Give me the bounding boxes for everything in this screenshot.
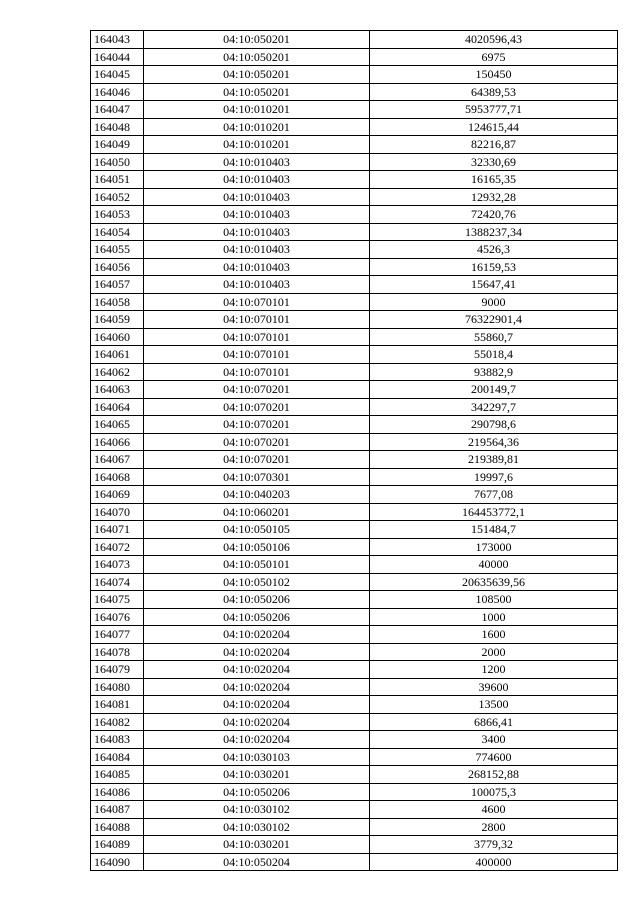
table-row	[91, 118, 618, 136]
cadastral-code-cell: 04:10:020204	[144, 678, 370, 696]
row-id-cell: 164044	[91, 48, 144, 66]
cadastral-code-cell: 04:10:030103	[144, 748, 370, 766]
amount-cell: 19997,6	[370, 468, 618, 486]
row-id-cell: 164074	[91, 573, 144, 591]
row-id-cell: 164081	[91, 696, 144, 714]
amount-cell: 93882,9	[370, 363, 618, 381]
row-id-cell: 164047	[91, 101, 144, 119]
table-row	[91, 836, 618, 854]
table-row	[91, 626, 618, 644]
cadastral-code-cell: 04:10:010403	[144, 188, 370, 206]
table-row	[91, 503, 618, 521]
cadastral-code-cell: 04:10:050201	[144, 83, 370, 101]
amount-cell: 200149,7	[370, 381, 618, 399]
cadastral-code-cell: 04:10:070101	[144, 311, 370, 329]
cadastral-code-cell: 04:10:010403	[144, 153, 370, 171]
cadastral-code-cell: 04:10:050201	[144, 48, 370, 66]
cadastral-code-cell: 04:10:010201	[144, 136, 370, 154]
row-id-cell: 164064	[91, 398, 144, 416]
amount-cell: 12932,28	[370, 188, 618, 206]
cadastral-code-cell: 04:10:070201	[144, 416, 370, 434]
row-id-cell: 164083	[91, 731, 144, 749]
table-row	[91, 363, 618, 381]
amount-cell: 82216,87	[370, 136, 618, 154]
row-id-cell: 164045	[91, 66, 144, 84]
amount-cell: 108500	[370, 591, 618, 609]
table-row	[91, 66, 618, 84]
cadastral-code-cell: 04:10:050206	[144, 783, 370, 801]
table-row	[91, 696, 618, 714]
table-row	[91, 678, 618, 696]
cadastral-code-cell: 04:10:030201	[144, 836, 370, 854]
cadastral-code-cell: 04:10:070101	[144, 328, 370, 346]
table-row	[91, 398, 618, 416]
row-id-cell: 164054	[91, 223, 144, 241]
row-id-cell: 164065	[91, 416, 144, 434]
row-id-cell: 164063	[91, 381, 144, 399]
amount-cell: 15647,41	[370, 276, 618, 294]
table-row	[91, 223, 618, 241]
amount-cell: 1388237,34	[370, 223, 618, 241]
amount-cell: 1000	[370, 608, 618, 626]
amount-cell: 151484,7	[370, 521, 618, 539]
cadastral-code-cell: 04:10:070101	[144, 363, 370, 381]
cadastral-code-cell: 04:10:010403	[144, 258, 370, 276]
table-row	[91, 573, 618, 591]
amount-cell: 32330,69	[370, 153, 618, 171]
table-row	[91, 101, 618, 119]
amount-cell: 2000	[370, 643, 618, 661]
amount-cell: 3779,32	[370, 836, 618, 854]
cadastral-code-cell: 04:10:050102	[144, 573, 370, 591]
cadastral-code-cell: 04:10:010403	[144, 241, 370, 259]
table-row	[91, 713, 618, 731]
cadastral-code-cell: 04:10:050206	[144, 608, 370, 626]
table-row	[91, 731, 618, 749]
table-row	[91, 153, 618, 171]
amount-cell: 3400	[370, 731, 618, 749]
row-id-cell: 164080	[91, 678, 144, 696]
table-row	[91, 451, 618, 469]
cadastral-code-cell: 04:10:010403	[144, 276, 370, 294]
amount-cell: 774600	[370, 748, 618, 766]
amount-cell: 1200	[370, 661, 618, 679]
row-id-cell: 164048	[91, 118, 144, 136]
cadastral-code-cell: 04:10:010403	[144, 223, 370, 241]
amount-cell: 150450	[370, 66, 618, 84]
row-id-cell: 164089	[91, 836, 144, 854]
cadastral-code-cell: 04:10:070301	[144, 468, 370, 486]
table-row	[91, 748, 618, 766]
cadastral-code-cell: 04:10:010201	[144, 118, 370, 136]
cadastral-code-cell: 04:10:010403	[144, 206, 370, 224]
table-row	[91, 818, 618, 836]
table-row	[91, 293, 618, 311]
amount-cell: 16159,53	[370, 258, 618, 276]
table-row	[91, 276, 618, 294]
table-row	[91, 643, 618, 661]
table-row	[91, 48, 618, 66]
table-row	[91, 591, 618, 609]
row-id-cell: 164049	[91, 136, 144, 154]
row-id-cell: 164086	[91, 783, 144, 801]
data-table	[90, 30, 618, 871]
cadastral-code-cell: 04:10:050204	[144, 853, 370, 871]
amount-cell: 124615,44	[370, 118, 618, 136]
table-row	[91, 328, 618, 346]
row-id-cell: 164076	[91, 608, 144, 626]
amount-cell: 7677,08	[370, 486, 618, 504]
row-id-cell: 164060	[91, 328, 144, 346]
amount-cell: 400000	[370, 853, 618, 871]
amount-cell: 173000	[370, 538, 618, 556]
cadastral-code-cell: 04:10:060201	[144, 503, 370, 521]
amount-cell: 100075,3	[370, 783, 618, 801]
row-id-cell: 164087	[91, 801, 144, 819]
row-id-cell: 164073	[91, 556, 144, 574]
amount-cell: 20635639,56	[370, 573, 618, 591]
cadastral-code-cell: 04:10:030201	[144, 766, 370, 784]
cadastral-code-cell: 04:10:030102	[144, 801, 370, 819]
row-id-cell: 164052	[91, 188, 144, 206]
row-id-cell: 164050	[91, 153, 144, 171]
amount-cell: 64389,53	[370, 83, 618, 101]
cadastral-code-cell: 04:10:050105	[144, 521, 370, 539]
cadastral-code-cell: 04:10:050101	[144, 556, 370, 574]
table-row	[91, 83, 618, 101]
table-row	[91, 136, 618, 154]
cadastral-code-cell: 04:10:050201	[144, 66, 370, 84]
amount-cell: 4600	[370, 801, 618, 819]
table-row	[91, 486, 618, 504]
row-id-cell: 164071	[91, 521, 144, 539]
table-row	[91, 206, 618, 224]
row-id-cell: 164084	[91, 748, 144, 766]
row-id-cell: 164061	[91, 346, 144, 364]
row-id-cell: 164077	[91, 626, 144, 644]
table-row	[91, 661, 618, 679]
row-id-cell: 164088	[91, 818, 144, 836]
amount-cell: 164453772,1	[370, 503, 618, 521]
amount-cell: 2800	[370, 818, 618, 836]
table-row	[91, 31, 618, 49]
amount-cell: 5953777,71	[370, 101, 618, 119]
table-row	[91, 556, 618, 574]
row-id-cell: 164056	[91, 258, 144, 276]
table-row	[91, 853, 618, 871]
table-body	[91, 31, 618, 871]
table-row	[91, 311, 618, 329]
table-row	[91, 801, 618, 819]
row-id-cell: 164057	[91, 276, 144, 294]
row-id-cell: 164082	[91, 713, 144, 731]
amount-cell: 40000	[370, 556, 618, 574]
amount-cell: 55018,4	[370, 346, 618, 364]
cadastral-code-cell: 04:10:070101	[144, 293, 370, 311]
table-row	[91, 521, 618, 539]
cadastral-code-cell: 04:10:050106	[144, 538, 370, 556]
table-row	[91, 241, 618, 259]
table-row	[91, 188, 618, 206]
row-id-cell: 164058	[91, 293, 144, 311]
row-id-cell: 164051	[91, 171, 144, 189]
amount-cell: 268152,88	[370, 766, 618, 784]
cadastral-code-cell: 04:10:010201	[144, 101, 370, 119]
table-row	[91, 433, 618, 451]
row-id-cell: 164072	[91, 538, 144, 556]
amount-cell: 1600	[370, 626, 618, 644]
amount-cell: 290798,6	[370, 416, 618, 434]
row-id-cell: 164046	[91, 83, 144, 101]
row-id-cell: 164085	[91, 766, 144, 784]
row-id-cell: 164067	[91, 451, 144, 469]
amount-cell: 6975	[370, 48, 618, 66]
table-row	[91, 468, 618, 486]
amount-cell: 219389,81	[370, 451, 618, 469]
cadastral-code-cell: 04:10:070201	[144, 381, 370, 399]
table-row	[91, 766, 618, 784]
row-id-cell: 164078	[91, 643, 144, 661]
amount-cell: 13500	[370, 696, 618, 714]
row-id-cell: 164070	[91, 503, 144, 521]
row-id-cell: 164075	[91, 591, 144, 609]
row-id-cell: 164043	[91, 31, 144, 49]
cadastral-code-cell: 04:10:020204	[144, 643, 370, 661]
row-id-cell: 164059	[91, 311, 144, 329]
cadastral-code-cell: 04:10:020204	[144, 626, 370, 644]
cadastral-code-cell: 04:10:010403	[144, 171, 370, 189]
table-row	[91, 171, 618, 189]
row-id-cell: 164068	[91, 468, 144, 486]
table-row	[91, 258, 618, 276]
cadastral-code-cell: 04:10:020204	[144, 713, 370, 731]
cadastral-code-cell: 04:10:040203	[144, 486, 370, 504]
amount-cell: 6866,41	[370, 713, 618, 731]
row-id-cell: 164069	[91, 486, 144, 504]
cadastral-code-cell: 04:10:070201	[144, 433, 370, 451]
table-row	[91, 608, 618, 626]
amount-cell: 4020596,43	[370, 31, 618, 49]
amount-cell: 219564,36	[370, 433, 618, 451]
cadastral-code-cell: 04:10:070201	[144, 451, 370, 469]
cadastral-code-cell: 04:10:050201	[144, 31, 370, 49]
amount-cell: 9000	[370, 293, 618, 311]
table-row	[91, 783, 618, 801]
cadastral-code-cell: 04:10:020204	[144, 696, 370, 714]
table-row	[91, 381, 618, 399]
row-id-cell: 164079	[91, 661, 144, 679]
cadastral-code-cell: 04:10:050206	[144, 591, 370, 609]
row-id-cell: 164090	[91, 853, 144, 871]
cadastral-code-cell: 04:10:070101	[144, 346, 370, 364]
row-id-cell: 164062	[91, 363, 144, 381]
cadastral-code-cell: 04:10:030102	[144, 818, 370, 836]
row-id-cell: 164055	[91, 241, 144, 259]
row-id-cell: 164066	[91, 433, 144, 451]
row-id-cell: 164053	[91, 206, 144, 224]
table-row	[91, 416, 618, 434]
amount-cell: 55860,7	[370, 328, 618, 346]
cadastral-code-cell: 04:10:020204	[144, 661, 370, 679]
table-row	[91, 346, 618, 364]
amount-cell: 39600	[370, 678, 618, 696]
amount-cell: 16165,35	[370, 171, 618, 189]
amount-cell: 342297,7	[370, 398, 618, 416]
table-row	[91, 538, 618, 556]
amount-cell: 4526,3	[370, 241, 618, 259]
cadastral-code-cell: 04:10:020204	[144, 731, 370, 749]
amount-cell: 76322901,4	[370, 311, 618, 329]
amount-cell: 72420,76	[370, 206, 618, 224]
cadastral-code-cell: 04:10:070201	[144, 398, 370, 416]
